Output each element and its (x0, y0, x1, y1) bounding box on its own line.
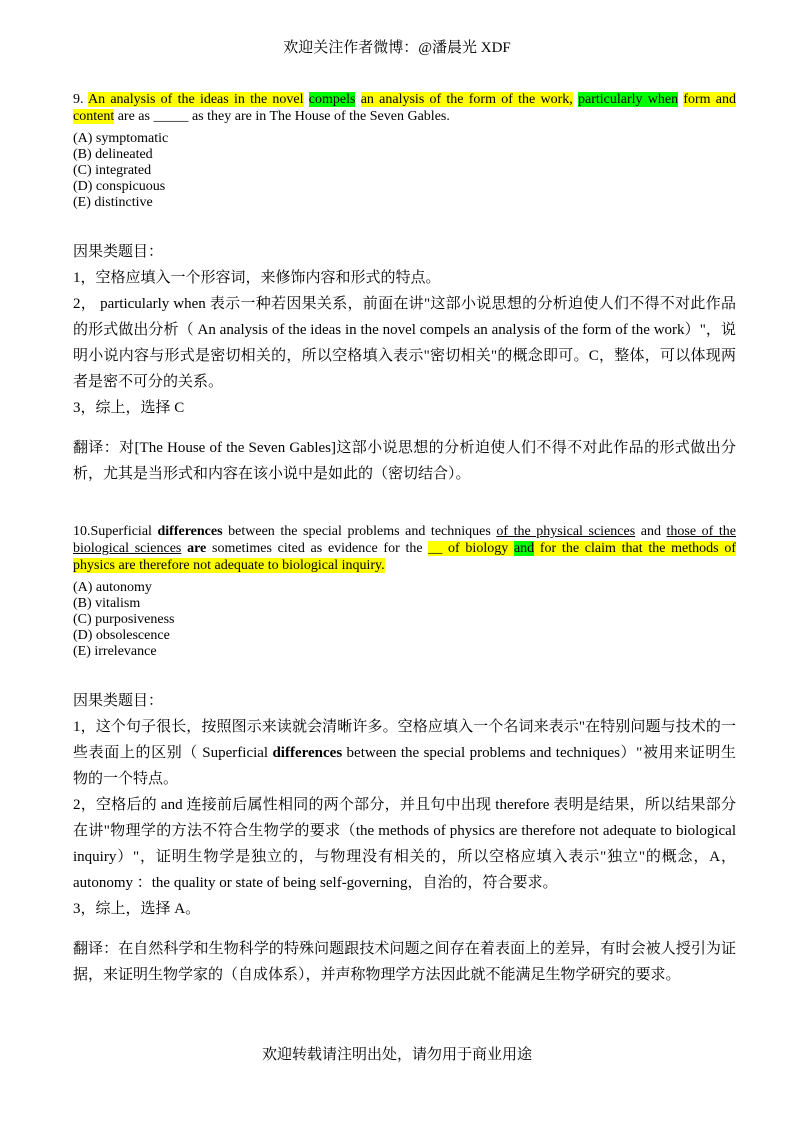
text-segment: __ of biology (428, 541, 514, 556)
text-segment: form and content (73, 92, 737, 124)
text-segment: 10.Superficial (73, 524, 158, 539)
question-9-block (73, 91, 736, 211)
q9-option-c: (C) integrated (73, 163, 152, 178)
analysis-10-block (73, 688, 736, 988)
analysis-9-block (73, 239, 736, 487)
q10-option-e: (E) irrelevance (73, 644, 157, 659)
analysis-9-heading: 因果类题目： (73, 244, 164, 260)
text-segment: those of the biological sciences (73, 524, 736, 556)
analysis-10-point-2: 2，空格后的 and 连接前后属性相同的两个部分，并且句中出现 therefore 表明是结果，所以结果部分在讲"物理学的方法不符合生物学的要求（the methods of physics are therefore not adequate to biological inquiry）"，证明生物学是独立的，与物理没有相关的，所以空格应填入表示"独立"的概念，A， autonomy ：the quality or state of being self-governing，自治的，符合要求。 (73, 797, 736, 891)
text-segment: sometimes cited as evidence for the (206, 541, 429, 556)
text-segment: between the special problems and techniques）"被用来证明生物的一个特点。 (73, 745, 736, 787)
translation-10: 翻译：在自然科学和生物科学的特殊问题跟技术问题之间存在着表面上的差异，有时会被人授引为证据，来证明生物学家的（自成体系），并声称物理学方法因此就不能满足生物学研究的要求。 (73, 941, 736, 983)
text-segment: particularly when (578, 92, 679, 107)
translation-9: 翻译：对[The House of the Seven Gables]这部小说思想的分析迫使人们不得不对此作品的形式做出分析，尤其是当形式和内容在该小说中是如此的（密切结合）。 (73, 440, 736, 482)
text-segment: differences (157, 524, 223, 539)
q10-option-d: (D) obsolescence (73, 628, 170, 643)
q10-option-c: (C) purposiveness (73, 612, 175, 627)
q9-option-e: (E) distinctive (73, 195, 153, 210)
q9-option-d: (D) conspicuous (73, 179, 166, 194)
text-segment: are as _____ as they are in The House of the Seven Gables. (114, 109, 450, 124)
q10-option-a: (A) autonomy (73, 580, 152, 595)
reprint-notice-footer: 欢迎转载请注明出处，请勿用于商业用途 (261, 1047, 532, 1063)
text-segment: and (513, 541, 535, 556)
q10-option-b: (B) vitalism (73, 596, 141, 611)
analysis-9-point-3: 3，综上，选择 C (73, 400, 185, 416)
text-segment: an analysis of the form of the work, (360, 92, 573, 107)
text-segment: differences (272, 745, 343, 761)
text-segment (355, 92, 360, 107)
text-segment: are (187, 541, 207, 556)
text-segment: of the physical sciences (496, 524, 636, 539)
text-segment: 1，这个句子很长，按照图示来读就会清晰许多。空格应填入一个名词来表示"在特别问题与技术的一些表面上的区别（ Superficial (73, 719, 736, 761)
text-segment: 9. (73, 92, 88, 107)
analysis-9-point-1: 1，空格应填入一个形容词，来修饰内容和形式的特点。 (73, 270, 441, 286)
text-segment: between the special problems and techniques (222, 524, 497, 539)
weibo-notice-header: 欢迎关注作者微博：@潘晨光 XDF (283, 40, 511, 56)
q9-option-a: (A) symptomatic (73, 131, 169, 146)
question-10-block (73, 523, 736, 660)
text-segment (304, 92, 309, 107)
text-segment: for the claim that the methods of physics are therefore not adequate to biological inquiry. (73, 541, 736, 573)
text-segment: compels (308, 92, 356, 107)
analysis-10-heading: 因果类题目： (73, 693, 164, 709)
question-9-stem (73, 91, 736, 125)
analysis-10-point-3: 3，综上，选择 A。 (73, 901, 201, 917)
text-segment: and (635, 524, 667, 539)
analysis-10-point-1 (73, 714, 736, 792)
text-segment: An analysis of the ideas in the novel (87, 92, 304, 107)
question-9-options (73, 131, 736, 211)
question-10-options (73, 580, 736, 660)
q9-option-b: (B) delineated (73, 147, 153, 162)
analysis-9-point-2: 2， particularly when 表示一种若因果关系，前面在讲"这部小说思想的分析迫使人们不得不对此作品的形式做出分析（ An analysis of the ideas in the novel compels an analysis of the form of the work）"，说明小说内容与形式是密切相关的，所以空格填入表示"密切相关"的概念即可。C，整体，可以体现两者是密不可分的关系。 (73, 296, 736, 390)
document-content (73, 91, 736, 988)
question-10-stem (73, 523, 736, 574)
